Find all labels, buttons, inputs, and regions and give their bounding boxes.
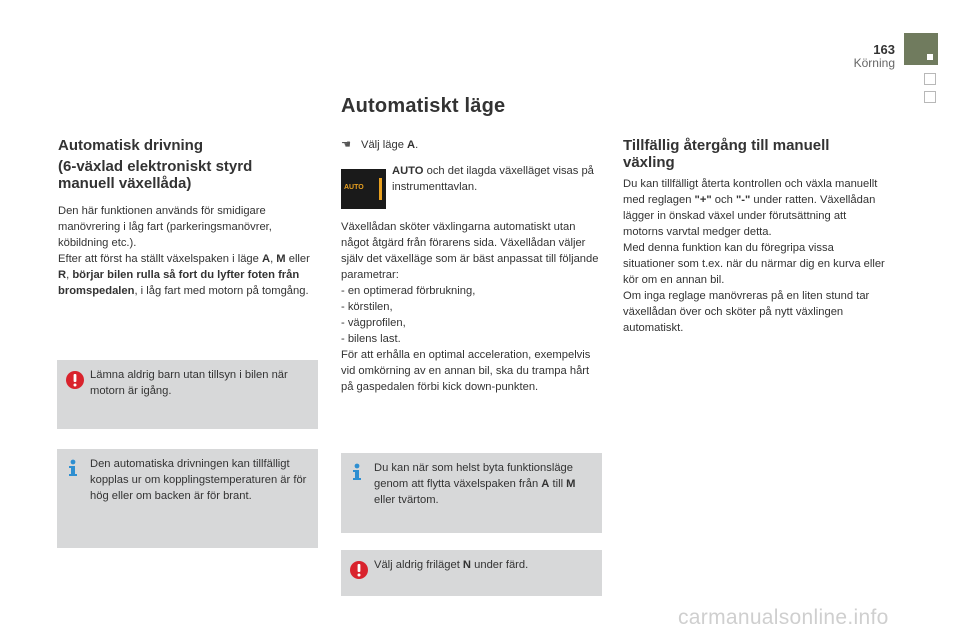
list-item: - vägprofilen,	[341, 317, 406, 329]
info-icon	[65, 459, 81, 477]
middle-body	[341, 219, 603, 395]
section-name: Körning	[853, 56, 895, 70]
paragraph: Den här funktionen används för smidigare manövrering i låg fart (parkeringsmanövrer, köbildning etc.).	[58, 205, 272, 249]
tab-marker-icon	[927, 54, 933, 60]
auto-display-label: AUTO	[344, 184, 364, 191]
left-body	[58, 203, 313, 299]
warning-text: Välj aldrig friläget N under färd.	[374, 559, 529, 571]
section-subheading: (6-växlad elektroniskt styrd manuell växellåda)	[58, 158, 253, 192]
list-item: - bilens last.	[341, 333, 401, 345]
instrument-display-auto	[341, 169, 386, 209]
arrow-bullet-icon: ☚	[341, 139, 352, 151]
watermark: carmanualsonline.info	[678, 606, 889, 629]
chapter-tab-empty	[924, 91, 936, 103]
chapter-tab-empty	[924, 73, 936, 85]
warning-note	[341, 550, 602, 596]
warning-icon	[349, 560, 369, 580]
info-text: Den automatiska drivningen kan tillfälligt kopplas ur om kopplingstemperaturen är för hög eller om backen är för brant.	[90, 458, 307, 502]
info-icon	[349, 463, 365, 481]
paragraph: Med denna funktion kan du föregripa vissa situationer som t.ex. när du närmar dig en kurva eller kör om en annan bil.	[623, 242, 885, 286]
warning-text: Lämna aldrig barn utan tillsyn i bilen när motorn är igång.	[90, 369, 288, 397]
paragraph: Växellådan sköter växlingarna automatiskt utan något åtgärd från förarens sida. Växellådan väljer själv det växelläge som är bäst anpassat till följande parametrar:	[341, 221, 599, 281]
page-title: Automatiskt läge	[341, 95, 506, 117]
paragraph: Efter att först ha ställt växelspaken i läge A, M eller R, börjar bilen rulla så fort du lyfter foten från bromspedalen, i låg fart med motorn på tomgång.	[58, 253, 310, 297]
info-note	[57, 449, 318, 548]
section-heading: Tillfällig återgång till manuell växling	[623, 137, 830, 171]
section-heading: Automatisk drivning	[58, 137, 204, 154]
right-body	[623, 176, 888, 336]
paragraph: För att erhålla en optimal acceleration, exempelvis vid omkörning av en annan bil, ska du trampa hårt på gaspedalen förbi kick down-punkten.	[341, 349, 591, 393]
step-instruction: ☚ Välj läge A.	[341, 139, 419, 151]
auto-description: AUTO och det ilagda växelläget visas på instrumenttavlan.	[392, 165, 594, 193]
page-number: 163	[873, 42, 895, 57]
list-item: - körstilen,	[341, 301, 393, 313]
chapter-tab	[904, 33, 938, 65]
info-text: Du kan när som helst byta funktionsläge genom att flytta växelspaken från A till M eller tvärtom.	[374, 462, 576, 506]
warning-icon	[65, 370, 85, 390]
warning-note	[57, 360, 318, 429]
gear-indicator-icon	[379, 178, 382, 200]
info-note	[341, 453, 602, 533]
list-item: - en optimerad förbrukning,	[341, 285, 476, 297]
paragraph: Om inga reglage manövreras på en liten stund tar växellådan över och sköter på nytt växlingen automatiskt.	[623, 290, 870, 334]
paragraph: Du kan tillfälligt återta kontrollen och växla manuellt med reglagen "+" och "-" under ratten. Växellådan lägger in önskad växel under förutsättning att motorns varvtal medger detta.	[623, 178, 878, 238]
